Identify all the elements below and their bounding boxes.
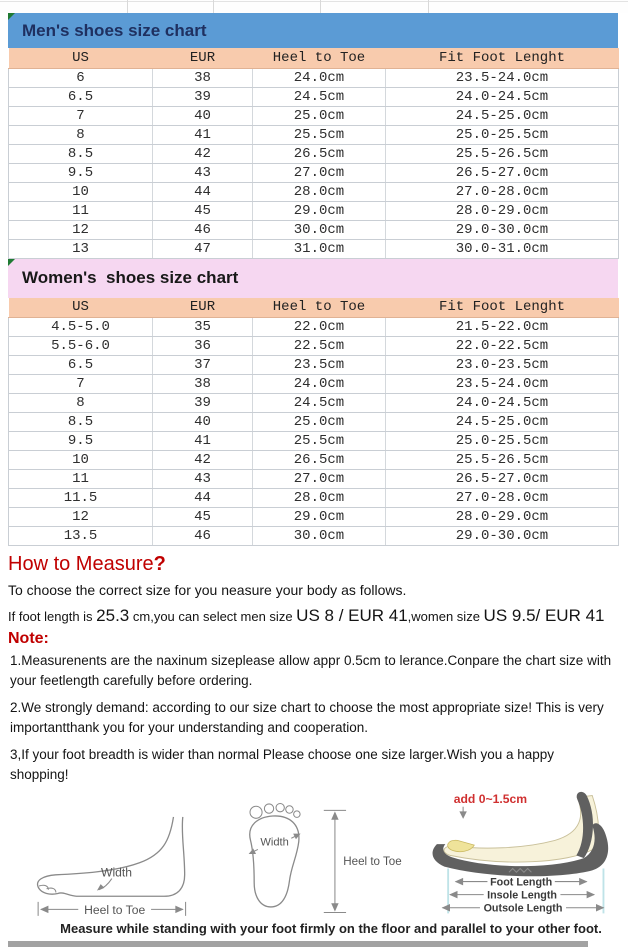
outsole-length-label: Outsole Length — [483, 902, 563, 915]
example-text: If foot length is — [8, 609, 97, 624]
foot-length-label: Foot Length — [490, 876, 553, 889]
size-row — [9, 318, 619, 337]
size-cell: 43 — [153, 163, 253, 182]
size-row — [9, 337, 619, 356]
size-cell: 27.0cm — [253, 163, 386, 182]
top-foot-width-label: Width — [260, 837, 289, 850]
foot-side-view-diagram — [26, 811, 222, 919]
size-row — [9, 451, 619, 470]
size-cell: 24.5-25.0cm — [386, 106, 619, 125]
size-cell: 23.5cm — [253, 356, 386, 375]
size-cell: 41 — [153, 432, 253, 451]
example-men-size: US 8 / EUR 41 — [296, 606, 408, 625]
womens-chart-title-bar — [8, 259, 618, 298]
column-header: US — [9, 298, 153, 318]
note-item-3: 3,If your foot breadth is wider than normal Please choose one size larger.Wish you a happy shopping! — [10, 747, 555, 782]
size-cell: 13 — [9, 239, 153, 258]
size-cell: 24.5cm — [253, 394, 386, 413]
size-cell: 10 — [9, 182, 153, 201]
size-cell: 45 — [153, 508, 253, 527]
column-header: Fit Foot Lenght — [386, 48, 619, 68]
size-cell: 24.0-24.5cm — [386, 87, 619, 106]
note-item-2: 2.We strongly demand: according to our size chart to choose the most appropriate size! This is very importantthank you for your understanding and cooperation. — [10, 700, 604, 735]
shoe-length-diagram — [420, 788, 626, 919]
column-header: US — [9, 48, 153, 68]
measure-intro-text: To choose the correct size for you neasure your body as follows. — [8, 582, 407, 598]
size-cell: 10 — [9, 451, 153, 470]
mens-size-table — [8, 48, 619, 259]
size-cell: 36 — [153, 337, 253, 356]
column-header: EUR — [153, 48, 253, 68]
heading-text: How to Measure — [8, 553, 154, 575]
size-row — [9, 508, 619, 527]
gridline — [320, 0, 321, 13]
size-cell: 24.0cm — [253, 68, 386, 87]
size-cell: 24.0-24.5cm — [386, 394, 619, 413]
size-row — [9, 470, 619, 489]
size-cell: 28.0cm — [253, 489, 386, 508]
example-text: cm,you can select men size — [129, 609, 297, 624]
size-cell: 25.0-25.5cm — [386, 432, 619, 451]
size-cell: 30.0cm — [253, 527, 386, 546]
size-cell: 7 — [9, 106, 153, 125]
note-label: Note: — [8, 630, 49, 647]
size-cell: 23.5-24.0cm — [386, 375, 619, 394]
size-row — [9, 125, 619, 144]
column-header: Heel to Toe — [253, 298, 386, 318]
gridline — [213, 0, 214, 13]
column-header: EUR — [153, 298, 253, 318]
gridline — [0, 1, 628, 2]
heading-question-mark: ? — [153, 553, 166, 575]
size-row — [9, 527, 619, 546]
size-cell: 44 — [153, 489, 253, 508]
size-cell: 8 — [9, 394, 153, 413]
size-cell: 26.5-27.0cm — [386, 470, 619, 489]
size-cell: 6 — [9, 68, 153, 87]
size-cell: 4.5-5.0 — [9, 318, 153, 337]
size-cell: 45 — [153, 201, 253, 220]
note-item-1: 1.Measurenents are the naxinum sizeplease allow appr 0.5cm to lerance.Conpare the chart size with your feetlength carefully before ordering. — [10, 653, 612, 688]
side-foot-length-label: Heel to Toe — [84, 903, 146, 918]
size-cell: 30.0-31.0cm — [386, 239, 619, 258]
size-cell: 9.5 — [9, 432, 153, 451]
size-cell: 13.5 — [9, 527, 153, 546]
size-cell: 11.5 — [9, 489, 153, 508]
size-cell: 24.5-25.0cm — [386, 413, 619, 432]
size-cell: 25.5cm — [253, 125, 386, 144]
womens-chart-title: Women's shoes size chart — [22, 268, 239, 287]
size-cell: 29.0cm — [253, 201, 386, 220]
size-row — [9, 87, 619, 106]
size-cell: 28.0cm — [253, 182, 386, 201]
size-cell: 28.0-29.0cm — [386, 201, 619, 220]
size-cell: 43 — [153, 470, 253, 489]
size-cell: 30.0cm — [253, 220, 386, 239]
size-cell: 22.5cm — [253, 337, 386, 356]
size-cell: 38 — [153, 375, 253, 394]
size-row — [9, 220, 619, 239]
size-cell: 24.0cm — [253, 375, 386, 394]
example-text: ,women size — [407, 609, 484, 624]
size-row — [9, 144, 619, 163]
size-cell: 47 — [153, 239, 253, 258]
size-cell: 12 — [9, 220, 153, 239]
size-cell: 24.5cm — [253, 87, 386, 106]
size-row — [9, 489, 619, 508]
size-cell: 37 — [153, 356, 253, 375]
size-cell: 28.0-29.0cm — [386, 508, 619, 527]
example-foot-length: 25.3 — [96, 606, 130, 625]
size-cell: 25.5cm — [253, 432, 386, 451]
gridline — [127, 0, 128, 13]
how-to-measure-section — [0, 546, 628, 784]
size-row — [9, 356, 619, 375]
size-row — [9, 375, 619, 394]
size-cell: 31.0cm — [253, 239, 386, 258]
size-example-line — [8, 606, 620, 626]
gridline — [428, 0, 429, 13]
size-row — [9, 182, 619, 201]
excel-error-marker-icon — [8, 13, 15, 20]
size-cell: 9.5 — [9, 163, 153, 182]
size-cell: 42 — [153, 144, 253, 163]
size-cell: 39 — [153, 87, 253, 106]
size-cell: 39 — [153, 394, 253, 413]
size-cell: 6.5 — [9, 356, 153, 375]
size-cell: 6.5 — [9, 87, 153, 106]
size-row — [9, 201, 619, 220]
womens-size-table — [8, 298, 619, 547]
size-cell: 26.5-27.0cm — [386, 163, 619, 182]
size-row — [9, 239, 619, 258]
mens-header-row — [9, 48, 619, 68]
size-cell: 8 — [9, 125, 153, 144]
size-cell: 22.0cm — [253, 318, 386, 337]
size-row — [9, 106, 619, 125]
diagram-caption: Measure while standing with your foot firmly on the floor and parallel to your other foot. — [60, 921, 602, 937]
size-cell: 12 — [9, 508, 153, 527]
top-foot-length-label: Heel to Toe — [343, 855, 402, 869]
size-cell: 46 — [153, 527, 253, 546]
size-cell: 29.0cm — [253, 508, 386, 527]
size-cell: 8.5 — [9, 144, 153, 163]
size-row — [9, 394, 619, 413]
size-cell: 5.5-6.0 — [9, 337, 153, 356]
how-to-measure-heading — [8, 553, 620, 576]
size-cell: 7 — [9, 375, 153, 394]
size-cell: 40 — [153, 106, 253, 125]
size-cell: 26.5cm — [253, 451, 386, 470]
footer-divider-bar — [8, 941, 588, 947]
example-women-size: US 9.5/ EUR 41 — [483, 606, 605, 625]
size-cell: 26.5cm — [253, 144, 386, 163]
size-cell: 40 — [153, 413, 253, 432]
size-cell: 35 — [153, 318, 253, 337]
side-foot-width-label: Width — [101, 866, 133, 881]
size-cell: 46 — [153, 220, 253, 239]
size-cell: 25.0cm — [253, 106, 386, 125]
size-cell: 27.0cm — [253, 470, 386, 489]
size-cell: 25.5-26.5cm — [386, 144, 619, 163]
size-cell: 38 — [153, 68, 253, 87]
shoe-add-label: add 0~1.5cm — [453, 792, 528, 807]
size-row — [9, 413, 619, 432]
size-row — [9, 163, 619, 182]
insole-length-label: Insole Length — [487, 889, 558, 902]
size-cell: 42 — [153, 451, 253, 470]
size-cell: 25.5-26.5cm — [386, 451, 619, 470]
size-row — [9, 68, 619, 87]
column-header: Heel to Toe — [253, 48, 386, 68]
measurement-diagrams — [0, 786, 628, 919]
size-cell: 21.5-22.0cm — [386, 318, 619, 337]
size-cell: 11 — [9, 201, 153, 220]
size-cell: 27.0-28.0cm — [386, 489, 619, 508]
size-cell: 11 — [9, 470, 153, 489]
size-cell: 22.0-22.5cm — [386, 337, 619, 356]
excel-error-marker-icon — [8, 259, 15, 266]
womens-header-row — [9, 298, 619, 318]
size-row — [9, 432, 619, 451]
size-cell: 25.0-25.5cm — [386, 125, 619, 144]
size-cell: 41 — [153, 125, 253, 144]
spreadsheet-grid-strip — [0, 0, 628, 13]
size-cell: 23.0-23.5cm — [386, 356, 619, 375]
size-cell: 8.5 — [9, 413, 153, 432]
column-header: Fit Foot Lenght — [386, 298, 619, 318]
size-cell: 23.5-24.0cm — [386, 68, 619, 87]
mens-chart-title: Men's shoes size chart — [22, 20, 207, 40]
size-cell: 29.0-30.0cm — [386, 220, 619, 239]
size-cell: 29.0-30.0cm — [386, 527, 619, 546]
size-cell: 44 — [153, 182, 253, 201]
foot-top-view-diagram — [228, 803, 414, 919]
size-cell: 27.0-28.0cm — [386, 182, 619, 201]
mens-chart-title-bar — [8, 13, 618, 48]
size-cell: 25.0cm — [253, 413, 386, 432]
